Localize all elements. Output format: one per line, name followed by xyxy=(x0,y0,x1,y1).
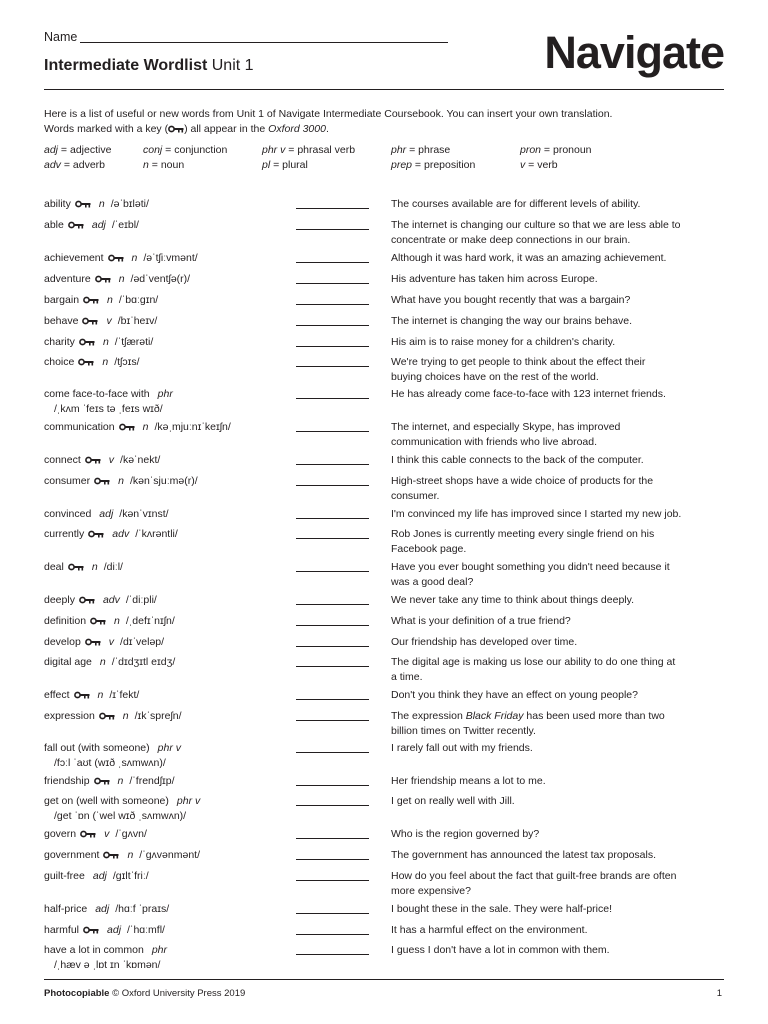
example-sentence xyxy=(391,314,726,329)
part-of-speech: adj xyxy=(95,903,110,915)
header-divider xyxy=(44,89,724,90)
example-sentence xyxy=(391,923,726,938)
example-sentence xyxy=(391,655,726,684)
example-sentence xyxy=(391,387,726,402)
part-of-speech: v xyxy=(106,315,112,327)
word-cell xyxy=(44,614,294,630)
headword: get on (well with someone) xyxy=(44,795,169,807)
copyright-footer xyxy=(44,988,245,999)
part-of-speech: adj xyxy=(99,508,114,520)
legend-abbr: pron xyxy=(520,144,542,156)
example-sentence xyxy=(391,218,726,247)
legend-item: phr = phrase xyxy=(391,144,451,156)
word-cell xyxy=(44,741,294,770)
pronunciation: /ˈdiːpli/ xyxy=(125,594,157,606)
headword: adventure xyxy=(44,273,91,285)
example-sentence xyxy=(391,560,726,589)
pronunciation: /hɑːf ˈpraɪs/ xyxy=(115,903,170,915)
legend-abbr: phr v xyxy=(262,144,286,156)
headword: bargain xyxy=(44,294,80,306)
translation-blank[interactable] xyxy=(296,785,369,786)
pronunciation: /ˈfrendʃɪp/ xyxy=(129,775,175,787)
headword: currently xyxy=(44,528,85,540)
translation-blank[interactable] xyxy=(296,398,369,399)
example-line: I think this cable connects to the back of the computer. xyxy=(391,454,644,466)
example-sentence xyxy=(391,507,726,522)
legend-item: n = noun xyxy=(143,159,185,171)
legend-item: prep = preposition xyxy=(391,159,476,171)
headword: half-price xyxy=(44,903,88,915)
legend-meaning: pronoun xyxy=(552,144,592,156)
legend-abbr: pl xyxy=(262,159,271,171)
example-line: I rarely fall out with my friends. xyxy=(391,742,533,754)
example-sentence xyxy=(391,272,726,287)
example-line: Although it was hard work, it was an amazing achievement. xyxy=(391,252,667,264)
headword: expression xyxy=(44,710,95,722)
intro-line-1: Here is a list of useful or new words from Unit 1 of Navigate Intermediate Coursebook. You can insert your own translation. xyxy=(44,108,613,120)
example-line: concentrate or make deep connections in our brain. xyxy=(391,233,631,246)
part-of-speech: v xyxy=(108,636,115,648)
word-cell xyxy=(44,943,294,972)
part-of-speech: n xyxy=(98,198,105,210)
legend-item: phr v = phrasal verb xyxy=(262,144,356,156)
key-icon xyxy=(94,475,110,490)
headword: effect xyxy=(44,689,70,701)
pronunciation: /fɔːl ˈaʊt (wɪð ˌsʌmwʌn)/ xyxy=(54,756,166,769)
headword: deeply xyxy=(44,594,75,606)
part-of-speech: adj xyxy=(107,924,122,936)
example-sentence xyxy=(391,197,726,212)
pronunciation: /tʃɔɪs/ xyxy=(114,356,140,368)
pronunciation: /ˈɡʌvn/ xyxy=(115,828,147,840)
example-sentence xyxy=(391,355,726,384)
word-cell xyxy=(44,869,294,884)
word-cell xyxy=(44,293,294,309)
example-line: Rob Jones is currently meeting every single friend on his xyxy=(391,528,655,540)
legend-meaning: conjunction xyxy=(174,144,228,156)
headword: connect xyxy=(44,454,81,466)
part-of-speech: n xyxy=(117,775,124,787)
translation-blank[interactable] xyxy=(296,859,369,860)
translation-blank[interactable] xyxy=(296,954,369,955)
word-cell xyxy=(44,593,294,609)
pronunciation: /kəˈnekt/ xyxy=(120,454,161,466)
example-line: The government has announced the latest tax proposals. xyxy=(391,849,657,861)
word-cell xyxy=(44,314,294,330)
legend-meaning: verb xyxy=(537,159,558,171)
part-of-speech: phr v xyxy=(157,742,181,754)
example-line: High-street shops have a wide choice of products for the xyxy=(391,475,654,487)
key-icon xyxy=(85,636,101,651)
legend-item: conj = conjunction xyxy=(143,144,228,156)
headword: govern xyxy=(44,828,77,840)
example-line: The expression Black Friday has been used more than two xyxy=(391,710,665,722)
headword: come face-to-face with xyxy=(44,388,150,400)
pronunciation: /ˈhɑːmfl/ xyxy=(127,924,165,936)
legend-abbr: conj xyxy=(143,144,163,156)
part-of-speech: phr v xyxy=(176,795,201,807)
translation-blank[interactable] xyxy=(296,304,369,305)
headword: government xyxy=(44,849,100,861)
name-label: Name xyxy=(44,30,78,44)
example-line: Don't you think they have an effect on young people? xyxy=(391,689,638,701)
example-sentence xyxy=(391,869,726,898)
pronunciation: /ˈdɪdʒɪtl eɪdʒ/ xyxy=(111,656,176,668)
translation-blank[interactable] xyxy=(296,518,369,519)
key-icon xyxy=(82,315,98,330)
legend-abbr: adj xyxy=(44,144,59,156)
key-icon xyxy=(68,219,84,234)
headword: have a lot in common xyxy=(44,944,144,956)
part-of-speech: phr xyxy=(151,944,167,956)
key-icon xyxy=(99,710,115,725)
example-line: buying choices have on the rest of the world. xyxy=(391,370,599,383)
key-icon xyxy=(78,356,94,371)
headword: choice xyxy=(44,356,75,368)
pronunciation: /kənˈsjuːmə(r)/ xyxy=(129,475,198,487)
example-sentence xyxy=(391,593,726,608)
translation-blank[interactable] xyxy=(296,880,369,881)
translation-blank[interactable] xyxy=(296,720,369,721)
key-icon xyxy=(75,198,91,213)
part-of-speech: v xyxy=(104,828,110,840)
example-line: I'm convinced my life has improved since I started my new job. xyxy=(391,508,682,520)
example-line: more expensive? xyxy=(391,884,471,897)
example-line: Our friendship has developed over time. xyxy=(391,636,578,648)
title-bold: Intermediate Wordlist xyxy=(44,57,208,74)
part-of-speech: n xyxy=(91,561,98,573)
key-icon xyxy=(79,594,95,609)
key-icon xyxy=(79,336,95,351)
part-of-speech: n xyxy=(118,273,125,285)
headword: consumer xyxy=(44,475,91,487)
part-of-speech: n xyxy=(142,421,149,433)
translation-blank[interactable] xyxy=(296,262,369,263)
legend-abbr: phr xyxy=(391,144,407,156)
example-line: was a good deal? xyxy=(391,575,474,588)
translation-blank[interactable] xyxy=(296,625,369,626)
legend-meaning: plural xyxy=(282,159,308,171)
example-line: We never take any time to think about things deeply. xyxy=(391,594,635,606)
pronunciation: /kənˈvɪnst/ xyxy=(119,508,169,520)
translation-blank[interactable] xyxy=(296,805,369,806)
example-sentence xyxy=(391,474,726,503)
key-icon xyxy=(80,828,96,843)
part-of-speech: n xyxy=(99,656,106,668)
translation-blank[interactable] xyxy=(296,646,369,647)
headword: digital age xyxy=(44,656,92,668)
pronunciation: /ɡɪltˈfriː/ xyxy=(112,870,149,882)
legend-meaning: adjective xyxy=(69,144,112,156)
example-line: I bought these in the sale. They were half-price! xyxy=(391,903,613,915)
navigate-logo: Navigate xyxy=(544,27,724,78)
headword: communication xyxy=(44,421,115,433)
key-icon xyxy=(85,454,101,469)
part-of-speech: n xyxy=(122,710,129,722)
example-sentence xyxy=(391,827,726,842)
legend-abbr: prep xyxy=(391,159,413,171)
part-of-speech: adj xyxy=(91,219,106,231)
legend-meaning: preposition xyxy=(423,159,476,171)
key-icon xyxy=(74,689,90,704)
example-line: His adventure has taken him across Europe. xyxy=(391,273,598,285)
example-sentence xyxy=(391,848,726,863)
example-line: Facebook page. xyxy=(391,542,467,555)
example-line: The courses available are for different levels of ability. xyxy=(391,198,641,210)
legend-abbr: adv xyxy=(44,159,61,171)
intro-line-2: Words marked with a key ( ) all appear in the Oxford 3000. xyxy=(44,122,734,138)
word-cell xyxy=(44,709,294,725)
example-sentence xyxy=(391,902,726,917)
pronunciation: /diːl/ xyxy=(103,561,123,573)
headword: achievement xyxy=(44,252,104,264)
key-icon xyxy=(108,252,124,267)
legend-item: adv = adverb xyxy=(44,159,106,171)
headword: ability xyxy=(44,198,71,210)
example-line: The internet, and especially Skype, has improved xyxy=(391,421,621,433)
key-icon xyxy=(94,775,110,790)
example-line: I get on really well with Jill. xyxy=(391,795,515,807)
headword: guilt-free xyxy=(44,870,85,882)
example-sentence xyxy=(391,420,726,449)
example-line: What have you bought recently that was a bargain? xyxy=(391,294,631,306)
example-sentence xyxy=(391,943,726,958)
word-cell xyxy=(44,794,294,823)
key-icon xyxy=(119,421,135,436)
headword: deal xyxy=(44,561,64,573)
word-cell xyxy=(44,474,294,490)
legend-meaning: phrase xyxy=(418,144,451,156)
key-icon xyxy=(168,123,184,138)
part-of-speech: adv xyxy=(102,594,120,606)
part-of-speech: adv xyxy=(112,528,130,540)
key-icon xyxy=(95,273,111,288)
word-cell xyxy=(44,527,294,543)
pronunciation: /ˌhæv ə ˌlɒt ɪn ˈkɒmən/ xyxy=(54,958,161,971)
example-sentence xyxy=(391,335,726,350)
translation-blank[interactable] xyxy=(296,838,369,839)
intro-text xyxy=(44,107,734,138)
translation-blank[interactable] xyxy=(296,464,369,465)
word-cell xyxy=(44,848,294,864)
example-sentence xyxy=(391,774,726,789)
word-cell xyxy=(44,507,294,522)
part-of-speech: phr xyxy=(157,388,173,400)
translation-blank[interactable] xyxy=(296,538,369,539)
legend-meaning: phrasal verb xyxy=(297,144,356,156)
translation-blank[interactable] xyxy=(296,666,369,667)
word-cell xyxy=(44,355,294,371)
example-sentence xyxy=(391,709,726,738)
photocopiable-label: Photocopiable xyxy=(44,988,110,999)
word-cell xyxy=(44,218,294,234)
headword: convinced xyxy=(44,508,92,520)
headword: develop xyxy=(44,636,81,648)
key-icon xyxy=(83,924,99,939)
legend-meaning: noun xyxy=(160,159,185,171)
pronunciation: /ɪkˈspreʃn/ xyxy=(134,710,182,722)
legend-abbr: n xyxy=(143,159,149,171)
part-of-speech: n xyxy=(97,689,104,701)
translation-blank[interactable] xyxy=(296,752,369,753)
part-of-speech: n xyxy=(131,252,138,264)
example-line: a time. xyxy=(391,670,423,683)
translation-blank[interactable] xyxy=(296,283,369,284)
part-of-speech: n xyxy=(102,356,109,368)
pronunciation: /ɡet ˈɒn (ˈwel wɪð ˌsʌmwʌn)/ xyxy=(54,809,187,822)
headword: harmful xyxy=(44,924,80,936)
translation-blank[interactable] xyxy=(296,571,369,572)
pronunciation: /ədˈventʃə(r)/ xyxy=(130,273,191,285)
key-icon xyxy=(90,615,106,630)
pronunciation: /ˈkʌrəntli/ xyxy=(135,528,178,540)
headword: able xyxy=(44,219,64,231)
key-icon xyxy=(103,849,119,864)
part-of-speech: n xyxy=(102,336,109,348)
word-cell xyxy=(44,655,294,670)
word-cell xyxy=(44,453,294,469)
translation-blank[interactable] xyxy=(296,366,369,367)
pronunciation: /ˌkʌm ˈfeɪs tə ˌfeɪs wɪð/ xyxy=(54,402,163,415)
example-line: Her friendship means a lot to me. xyxy=(391,775,546,787)
example-sentence xyxy=(391,688,726,703)
word-cell xyxy=(44,197,294,213)
part-of-speech: n xyxy=(114,615,120,627)
example-line: communication with friends who live abroad. xyxy=(391,435,598,448)
translation-blank[interactable] xyxy=(296,913,369,914)
pronunciation: /bɪˈheɪv/ xyxy=(117,315,158,327)
example-line: What is your definition of a true friend? xyxy=(391,615,571,627)
name-write-line xyxy=(80,42,448,43)
example-line: The digital age is making us lose our ability to do one thing at xyxy=(391,656,676,668)
pronunciation: /ˈbɑːɡɪn/ xyxy=(118,294,159,306)
example-sentence xyxy=(391,293,726,308)
example-sentence xyxy=(391,794,726,809)
word-cell xyxy=(44,902,294,917)
title-unit: Unit 1 xyxy=(211,57,254,74)
example-sentence xyxy=(391,741,726,756)
part-of-speech: n xyxy=(107,294,113,306)
key-icon xyxy=(88,528,104,543)
legend-meaning: adverb xyxy=(72,159,106,171)
headword: charity xyxy=(44,336,75,348)
word-cell xyxy=(44,251,294,267)
example-sentence xyxy=(391,251,726,266)
example-line: billion times on Twitter recently. xyxy=(391,724,536,737)
example-line: He has already come face-to-face with 123 internet friends. xyxy=(391,388,666,400)
part-of-speech: n xyxy=(118,475,124,487)
legend-item: pl = plural xyxy=(262,159,308,171)
pronunciation: /ˈtʃærəti/ xyxy=(114,336,154,348)
word-cell xyxy=(44,272,294,288)
word-cell xyxy=(44,560,294,576)
translation-blank[interactable] xyxy=(296,934,369,935)
translation-blank[interactable] xyxy=(296,229,369,230)
example-line: Have you ever bought something you didn't need because it xyxy=(391,561,670,573)
example-sentence xyxy=(391,635,726,650)
part-of-speech: adj xyxy=(92,870,107,882)
example-line: His aim is to raise money for a children's charity. xyxy=(391,336,616,348)
example-line: We're trying to get people to think about the effect their xyxy=(391,356,646,368)
word-cell xyxy=(44,774,294,790)
translation-blank[interactable] xyxy=(296,604,369,605)
legend-item: pron = pronoun xyxy=(520,144,592,156)
pronunciation: /kəˌmjuːnɪˈkeɪʃn/ xyxy=(154,421,231,433)
example-line: I guess I don't have a lot in common with them. xyxy=(391,944,610,956)
part-of-speech: v xyxy=(108,454,115,466)
key-icon xyxy=(68,561,84,576)
word-cell xyxy=(44,387,294,416)
example-line: The internet is changing our culture so that we are less able to xyxy=(391,219,681,231)
example-sentence xyxy=(391,453,726,468)
pronunciation: /ˈeɪbl/ xyxy=(111,219,139,231)
example-line: consumer. xyxy=(391,489,440,502)
pronunciation: /ɪˈfekt/ xyxy=(109,689,140,701)
word-cell xyxy=(44,335,294,351)
example-line: How do you feel about the fact that guilt-free brands are often xyxy=(391,870,677,882)
legend-abbr: v xyxy=(520,159,526,171)
word-cell xyxy=(44,923,294,939)
translation-blank[interactable] xyxy=(296,431,369,432)
pronunciation: /əˈtʃiːvmənt/ xyxy=(143,252,198,264)
pronunciation: /dɪˈveləp/ xyxy=(120,636,165,648)
translation-blank[interactable] xyxy=(296,699,369,700)
word-cell xyxy=(44,420,294,436)
footer-divider xyxy=(44,979,724,980)
page-number: 1 xyxy=(716,988,722,999)
example-sentence xyxy=(391,527,726,556)
key-icon xyxy=(83,294,99,309)
legend-item: adj = adjective xyxy=(44,144,112,156)
pronunciation: /ˌdefɪˈnɪʃn/ xyxy=(125,615,175,627)
example-sentence xyxy=(391,614,726,629)
headword: friendship xyxy=(44,775,90,787)
translation-blank[interactable] xyxy=(296,485,369,486)
part-of-speech: n xyxy=(127,849,134,861)
pronunciation: /əˈbɪləti/ xyxy=(110,198,149,210)
legend-item: v = verb xyxy=(520,159,558,171)
headword: definition xyxy=(44,615,87,627)
copyright-text: © Oxford University Press 2019 xyxy=(109,988,246,999)
headword: behave xyxy=(44,315,79,327)
headword: fall out (with someone) xyxy=(44,742,150,754)
translation-blank[interactable] xyxy=(296,208,369,209)
example-line: It has a harmful effect on the environment. xyxy=(391,924,588,936)
word-cell xyxy=(44,827,294,843)
example-line: Who is the region governed by? xyxy=(391,828,540,840)
translation-blank[interactable] xyxy=(296,325,369,326)
page-title xyxy=(44,57,254,75)
pronunciation: /ˈɡʌvənmənt/ xyxy=(139,849,200,861)
translation-blank[interactable] xyxy=(296,346,369,347)
word-cell xyxy=(44,688,294,704)
word-cell xyxy=(44,635,294,651)
example-line: The internet is changing the way our brains behave. xyxy=(391,315,633,327)
